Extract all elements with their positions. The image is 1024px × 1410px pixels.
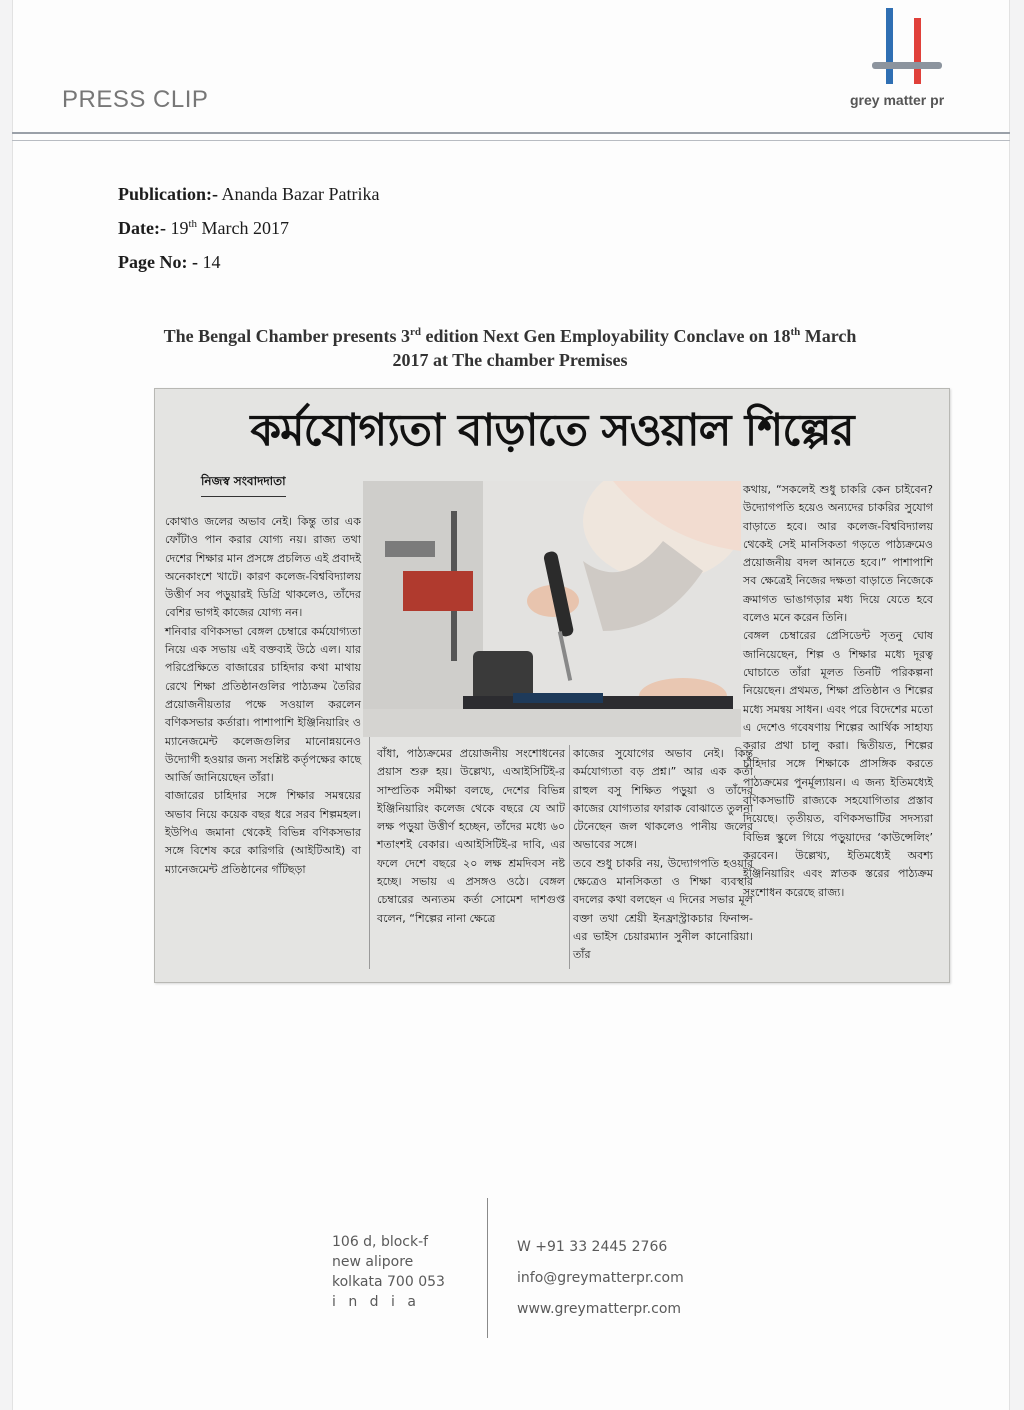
date-day: 19 [170, 218, 189, 238]
publication-value: Ananda Bazar Patrika [221, 184, 380, 204]
column-divider [569, 745, 570, 969]
article-paragraph: বাঁধা, পাঠ্যক্রমের প্রয়োজনীয় সংশোধনের প্রয়াস শুরু হয়। উল্লেখ্য, এআইসিটিই-র সাম্প্রতিক সমীক্ষা বলছে, দেশের বিভিন্ন ইঞ্জিনিয়ারিং কলেজ থেকে বছরে যে আট লক্ষ পড়ুয়া উত্তীর্ণ হচ্ছেন, তাঁদের মধ্যে ৬০ শতাংশই বেকার। এআইসিটিই-র দাবি, এর ফলে দেশে বছরে ২০ লক্ষ শ্রমদিবস নষ্ট হচ্ছে। সভায় এ প্রসঙ্গও ওঠে। বেঙ্গল চেম্বারের অন্যতম কর্তা সোমেশ দাশগুপ্ত বলেন, “শিল্পের নানা ক্ষেত্রে [377, 747, 565, 925]
article-byline: নিজস্ব সংবাদদাতা [201, 473, 286, 497]
headline-line-2: 2017 at The chamber Premises [392, 350, 628, 370]
headline-part-3: March [800, 326, 857, 346]
article-paragraph: বাজারের চাহিদার সঙ্গে শিক্ষার সমন্বয়ের অভাব নিয়ে কয়েক বছর ধরে সরব শিল্পমহল। ইউপিএ জমানা থেকেই বিভিন্ন বণিকসভার সঙ্গে বিশেষ করে কারিগরি (আইটিআই) বা ম্যানেজমেন্ট প্রতিষ্ঠানের গাঁটছড়া [165, 789, 361, 876]
article-paragraph: বেঙ্গল চেম্বারের প্রেসিডেন্ট সৃতনু ঘোষ জানিয়েছেন, শিল্প ও শিক্ষার মধ্যে দূরত্ব ঘোচাতে তাঁরা মূলত তিনটি পরিকল্পনা নিয়েছেন। প্রথমত, শিক্ষা প্রতিষ্ঠান ও শিল্পের মধ্যে সমন্বয় সাধন। এবং পরে বিদেশের মতো এ দেশেও গবেষণায় শিল্পের আর্থিক সাহায্য করার প্রথা চালু করা। দ্বিতীয়ত, শিল্পের চাহিদার সঙ্গে শিক্ষাকে প্রাসঙ্গিক করতে পাঠ্যক্রমের পুনর্মূল্যায়ন। এ জন্য ইতিমধ্যেই বণিকসভাটি রাজ্যকে সহযোগিতার প্রস্তাব দিয়েছে। তৃতীয়ত, বণিকসভাটির সদস্যরা বিভিন্ন স্কুলে গিয়ে পড়ুয়াদের ‘কাউন্সেলিং’ করবেন। উল্লেখ্য, ইতিমধ্যেই অবশ্য ইঞ্জিনিয়ারিং এবং স্নাতক স্তরের পাঠ্যক্রম সংশোধন করেছে রাজ্য। [743, 629, 933, 899]
article-photo [363, 481, 741, 737]
header-divider [12, 132, 1010, 134]
phone-number: W +91 33 2445 2766 [517, 1239, 668, 1255]
address-line: new alipore [332, 1254, 414, 1270]
page-line [118, 252, 220, 273]
headline-part-2: edition Next Gen Employability Conclave on 18 [420, 326, 791, 346]
address-line: kolkata 700 053 [332, 1274, 445, 1290]
page-value: 14 [202, 252, 221, 272]
article-paragraph: কোথাও জলের অভাব নেই। কিন্তু তার এক ফোঁটাও পান করার যোগ্য নয়। রাজ্য তথা দেশের শিক্ষার মান প্রসঙ্গে প্রচলিত এই প্রবাদই অনেকাংশে খাটে। কারণ কলেজ-বিশ্ববিদ্যালয় উত্তীর্ণ সব পড়ুয়ারই ডিগ্রি থাকলেও, তাঁদের বেশির ভাগই কাজের যোগ্য নন। [165, 515, 361, 620]
grey-matter-logo-icon [862, 2, 952, 92]
headline-sup-2: th [790, 326, 801, 338]
footer-address [332, 1232, 445, 1312]
page-label: Page No: - [118, 252, 198, 272]
headline-part-1: The Bengal Chamber presents 3 [163, 326, 410, 346]
article-paragraph: শনিবার বণিকসভা বেঙ্গল চেম্বারে কর্মযোগ্যতা নিয়ে এক সভায় এই বক্তব্যই উঠে এল। যার পরিপ্রেক্ষিতে বাজারের চাহিদার কথা মাথায় রেখে শিক্ষা প্রতিষ্ঠানগুলির পাঠ্যক্রম তৈরির প্রয়োজনীয়তার পক্ষে সওয়াল করলেন বণিকসভার কর্তারা। পাশাপাশি ইঞ্জিনিয়ারিং ও ম্যানেজমেন্ট কলেজগুলির মানোন্নয়নেও উদ্যোগী হওয়ার জন্য সংশ্লিষ্ট কর্তৃপক্ষের কাছে আর্জি জানিয়েছেন তাঁরা। [165, 624, 361, 785]
article-column-1 [165, 513, 361, 879]
clip-headline [100, 320, 920, 372]
publication-line [118, 184, 379, 205]
footer-divider [487, 1198, 488, 1338]
headline-sup-1: rd [409, 326, 421, 338]
article-column-4 [743, 481, 933, 902]
date-suffix: th [188, 218, 198, 230]
press-clip-title: PRESS CLIP [62, 86, 209, 113]
website-link[interactable]: www.greymatterpr.com [517, 1301, 682, 1317]
address-line: 106 d, block-f [332, 1234, 429, 1250]
footer-contact [517, 1232, 684, 1325]
article-title: কর্মযোগ্যতা বাড়াতে সওয়াল শিল্পের [250, 405, 854, 456]
article-paragraph: তবে শুধু চাকরি নয়, উদ্যোগপতি হওয়ার ক্ষেত্রেও মানসিকতা ও শিক্ষা ব্যবস্থার বদলের কথা বলছেন এ দিনের সভার মূল বক্তা তথা শ্রেয়ী ইনফ্রাস্ট্রাকচার ফিনান্স-এর ভাইস চেয়ারম্যান সুনীল কানোরিয়া। তাঁর [573, 856, 753, 962]
article-paragraph: কাজের সুযোগের অভাব নেই। কিন্তু কর্মযোগ্যতা বড় প্রশ্ন।” আর এক কর্তা রাহুল বসু শিক্ষিত পড়ুয়া ও তাঁদের কাজের যোগ্যতার ফারাক বোঝাতে তুলনা টেনেছেন জল থাকলেও পানীয় জলের অভাবের সঙ্গে। [573, 747, 753, 852]
date-rest: March 2017 [201, 218, 290, 238]
article-paragraph: কথায়, “সকলেই শুধু চাকরি কেন চাইবেন? উদ্যোগপতি হয়েও অন্যদের চাকরির সুযোগ বাড়াতে হবে। আর কলেজ-বিশ্ববিদ্যালয় থেকেই সেই মানসিকতা গড়তে পাঠ্যক্রমেও প্রয়োজনীয় বদল আনতে হবে।” পাশাপাশি সব ক্ষেত্রেই নিজের দক্ষতা বাড়াতে নিজেকে ক্রমাগত ভাঙাগড়ার মধ্য দিয়ে যেতে হবে বলেও মনে করেন তিনি। [743, 483, 933, 625]
soldering-photo-icon [363, 481, 741, 737]
article-column-2 [377, 745, 565, 928]
article-column-3 [573, 745, 753, 965]
header-divider-thin [12, 140, 1010, 141]
email-link[interactable]: info@greymatterpr.com [517, 1270, 684, 1286]
date-line [118, 218, 289, 239]
newspaper-clipping [154, 388, 950, 983]
address-line: i n d i a [332, 1294, 420, 1310]
publication-label: Publication:- [118, 184, 219, 204]
brand-name: grey matter pr [850, 92, 945, 108]
date-label: Date:- [118, 218, 166, 238]
